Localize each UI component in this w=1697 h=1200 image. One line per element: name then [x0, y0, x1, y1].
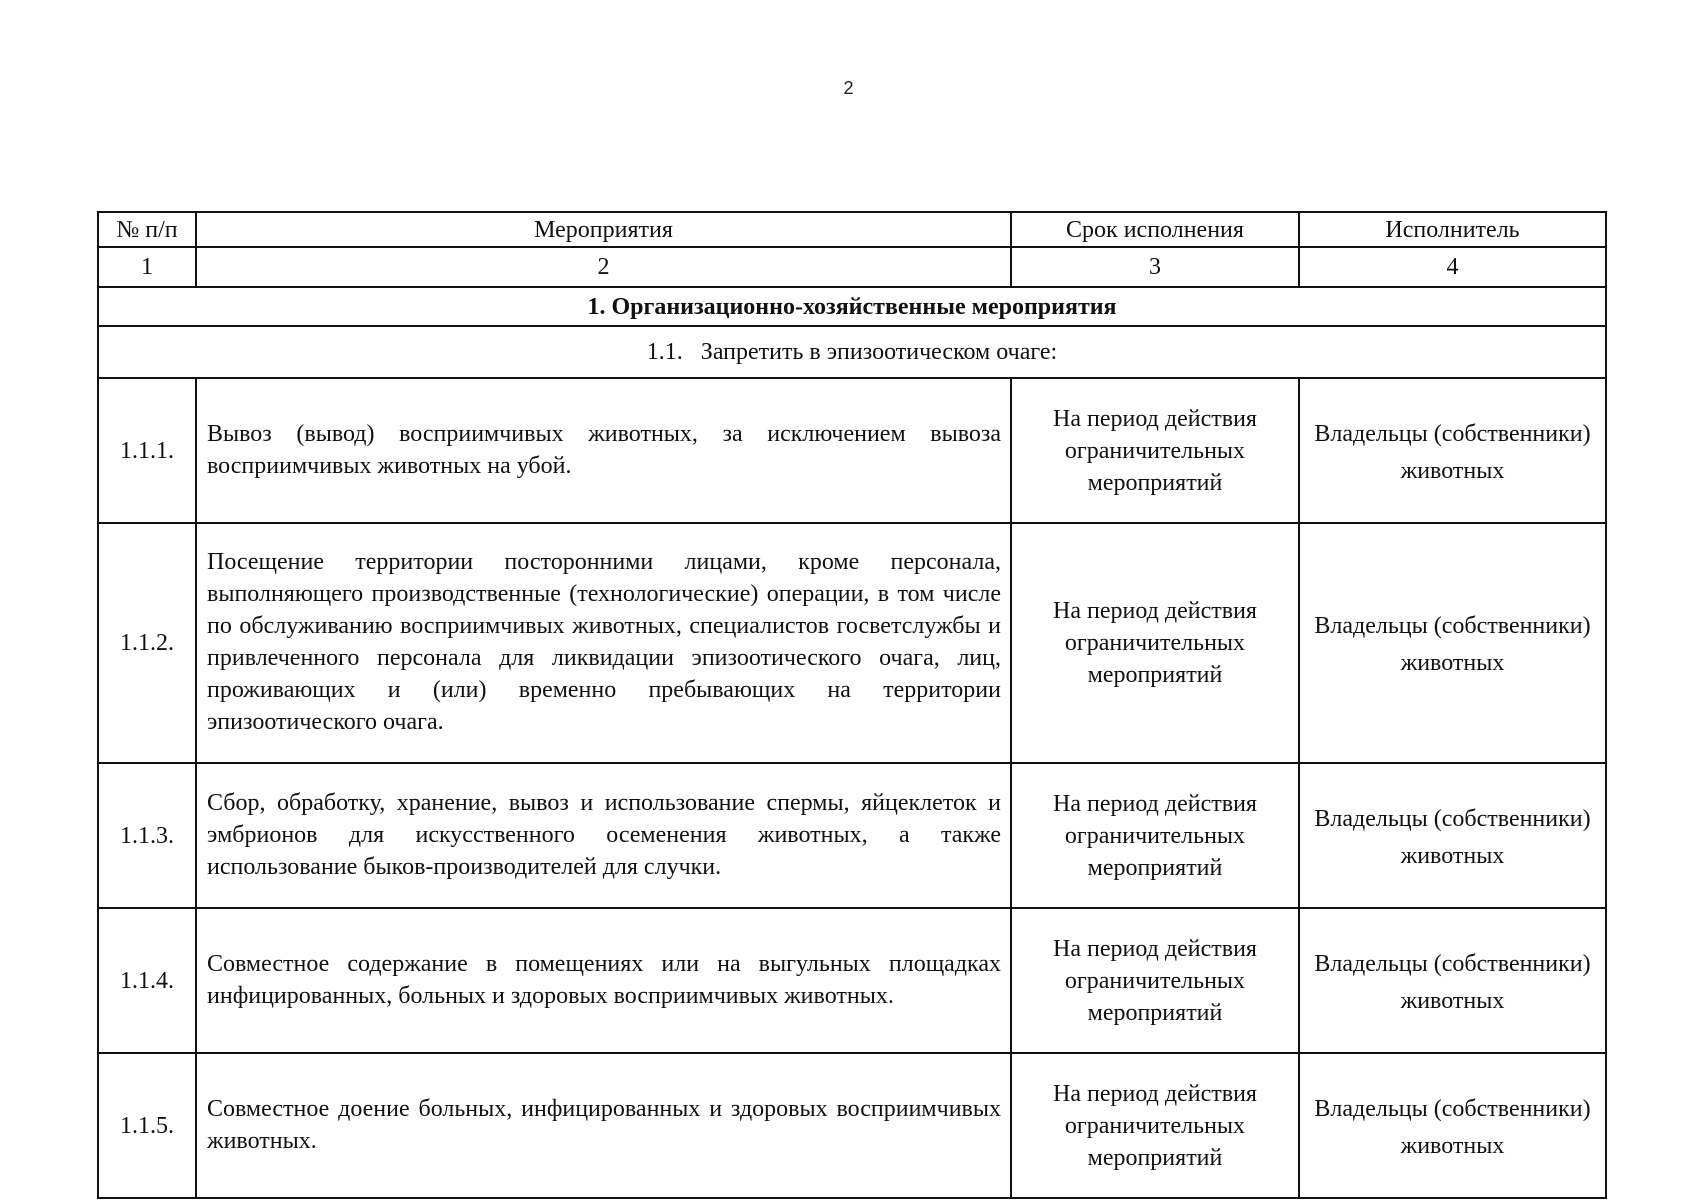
- table-row: [98, 908, 1606, 1053]
- row-number: 1.1.5.: [98, 1053, 196, 1198]
- measures-table: [97, 211, 1607, 1199]
- row-executor: Владельцы (собственники) животных: [1299, 523, 1606, 763]
- row-number: 1.1.4.: [98, 908, 196, 1053]
- section-title: 1. Организационно-хозяйственные мероприятия: [98, 287, 1606, 326]
- row-term: На период действия ограничительных мероприятий: [1011, 523, 1299, 763]
- subsection-row: [98, 326, 1606, 378]
- column-number-3: 3: [1011, 247, 1299, 287]
- row-term: На период действия ограничительных мероприятий: [1011, 763, 1299, 908]
- header-row: [98, 212, 1606, 247]
- subsection-title: Запретить в эпизоотическом очаге:: [700, 339, 1058, 365]
- column-number-4: 4: [1299, 247, 1606, 287]
- column-number-2: 2: [196, 247, 1011, 287]
- table-row: [98, 378, 1606, 523]
- row-number: 1.1.3.: [98, 763, 196, 908]
- header-term: Срок исполнения: [1011, 212, 1299, 247]
- header-number: № п/п: [98, 212, 196, 247]
- row-executor: Владельцы (собственники) животных: [1299, 378, 1606, 523]
- header-measures: Мероприятия: [196, 212, 1011, 247]
- table-row: [98, 1053, 1606, 1198]
- row-measure-text: Сбор, обработку, хранение, вывоз и использование спермы, яйцеклеток и эмбрионов для искусственного осеменения животных, а также использование быков-производителей для случки.: [196, 763, 1011, 908]
- row-measure-text: Посещение территории посторонними лицами, кроме персонала, выполняющего производственные (технологические) операции, в том числе по обслуживанию восприимчивых животных, специалистов госветслужбы и привлеченного персонала для ликвидации эпизоотического очага, лиц, проживающих и (или) временно пребывающих на территории эпизоотического очага.: [196, 523, 1011, 763]
- row-measure-text: Совместное доение больных, инфицированных и здоровых восприимчивых животных.: [196, 1053, 1011, 1198]
- column-number-1: 1: [98, 247, 196, 287]
- row-measure-text: Вывоз (вывод) восприимчивых животных, за исключением вывоза восприимчивых животных на убой.: [196, 378, 1011, 523]
- page-number: 2: [843, 78, 854, 98]
- subsection-cell: [98, 326, 1606, 378]
- row-measure-text: Совместное содержание в помещениях или на выгульных площадках инфицированных, больных и здоровых восприимчивых животных.: [196, 908, 1011, 1053]
- subsection-number: 1.1.: [646, 339, 683, 365]
- row-number: 1.1.1.: [98, 378, 196, 523]
- row-term: На период действия ограничительных мероприятий: [1011, 1053, 1299, 1198]
- row-term: На период действия ограничительных мероприятий: [1011, 908, 1299, 1053]
- column-numbers-row: [98, 247, 1606, 287]
- row-executor: Владельцы (собственники) животных: [1299, 763, 1606, 908]
- row-term: На период действия ограничительных мероприятий: [1011, 378, 1299, 523]
- row-executor: Владельцы (собственники) животных: [1299, 1053, 1606, 1198]
- row-number: 1.1.2.: [98, 523, 196, 763]
- table-row: [98, 763, 1606, 908]
- section-row: [98, 287, 1606, 326]
- header-executor: Исполнитель: [1299, 212, 1606, 247]
- row-executor: Владельцы (собственники) животных: [1299, 908, 1606, 1053]
- table-row: [98, 523, 1606, 763]
